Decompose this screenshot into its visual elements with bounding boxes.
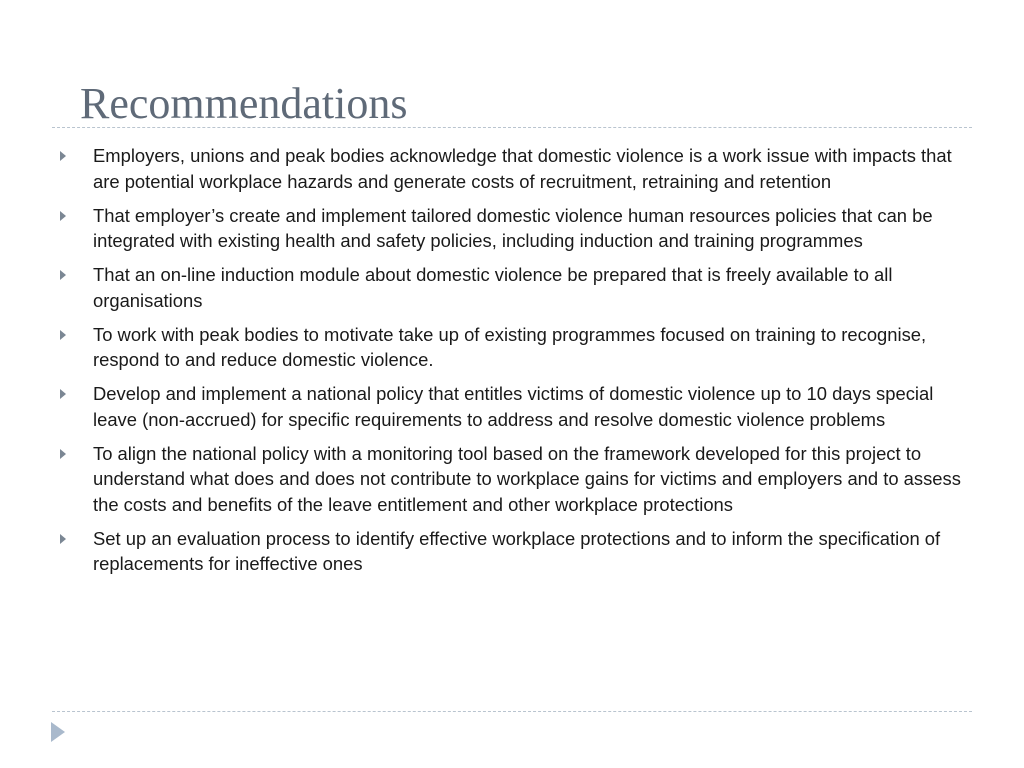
list-item bbox=[60, 526, 970, 577]
bullet-text: That an on-line induction module about domestic violence be prepared that is freely available to all organisations bbox=[93, 264, 893, 311]
bullet-text: Develop and implement a national policy that entitles victims of domestic violence up to 10 days special leave (non-accrued) for specific requirements to address and resolve domestic violence problems bbox=[93, 383, 934, 430]
triangle-right-icon bbox=[60, 211, 66, 221]
triangle-right-icon bbox=[60, 330, 66, 340]
list-item bbox=[60, 203, 970, 254]
list-item bbox=[60, 322, 970, 373]
triangle-right-icon bbox=[60, 151, 66, 161]
list-item bbox=[60, 441, 970, 518]
list-item bbox=[60, 262, 970, 313]
triangle-right-icon bbox=[60, 270, 66, 280]
triangle-right-icon bbox=[60, 534, 66, 544]
triangle-right-icon bbox=[60, 449, 66, 459]
bullet-text: That employer’s create and implement tailored domestic violence human resources policies that can be integrated with existing health and safety policies, including induction and training programmes bbox=[93, 204, 933, 251]
bullet-text: Employers, unions and peak bodies acknowledge that domestic violence is a work issue with impacts that are potential workplace hazards and generate costs of recruitment, retraining and retention bbox=[93, 145, 952, 192]
list-item bbox=[60, 143, 970, 194]
bullet-text: To work with peak bodies to motivate take up of existing programmes focused on training to recognise, respond to and reduce domestic violence. bbox=[93, 323, 927, 370]
list-item bbox=[60, 381, 970, 432]
bullet-list bbox=[60, 143, 970, 585]
bullet-text: Set up an evaluation process to identify effective workplace protections and to inform the specification of replacements for ineffective ones bbox=[93, 527, 941, 574]
slide-title: Recommendations bbox=[80, 79, 408, 128]
title-divider bbox=[52, 127, 972, 128]
play-next-icon[interactable] bbox=[51, 722, 65, 742]
footer-divider bbox=[52, 711, 972, 712]
bullet-text: To align the national policy with a monitoring tool based on the framework developed for this project to understand what does and does not contribute to workplace gains for victims and employers and to assess the costs and benefits of the leave entitlement and other workplace protections bbox=[93, 442, 961, 515]
triangle-right-icon bbox=[60, 389, 66, 399]
